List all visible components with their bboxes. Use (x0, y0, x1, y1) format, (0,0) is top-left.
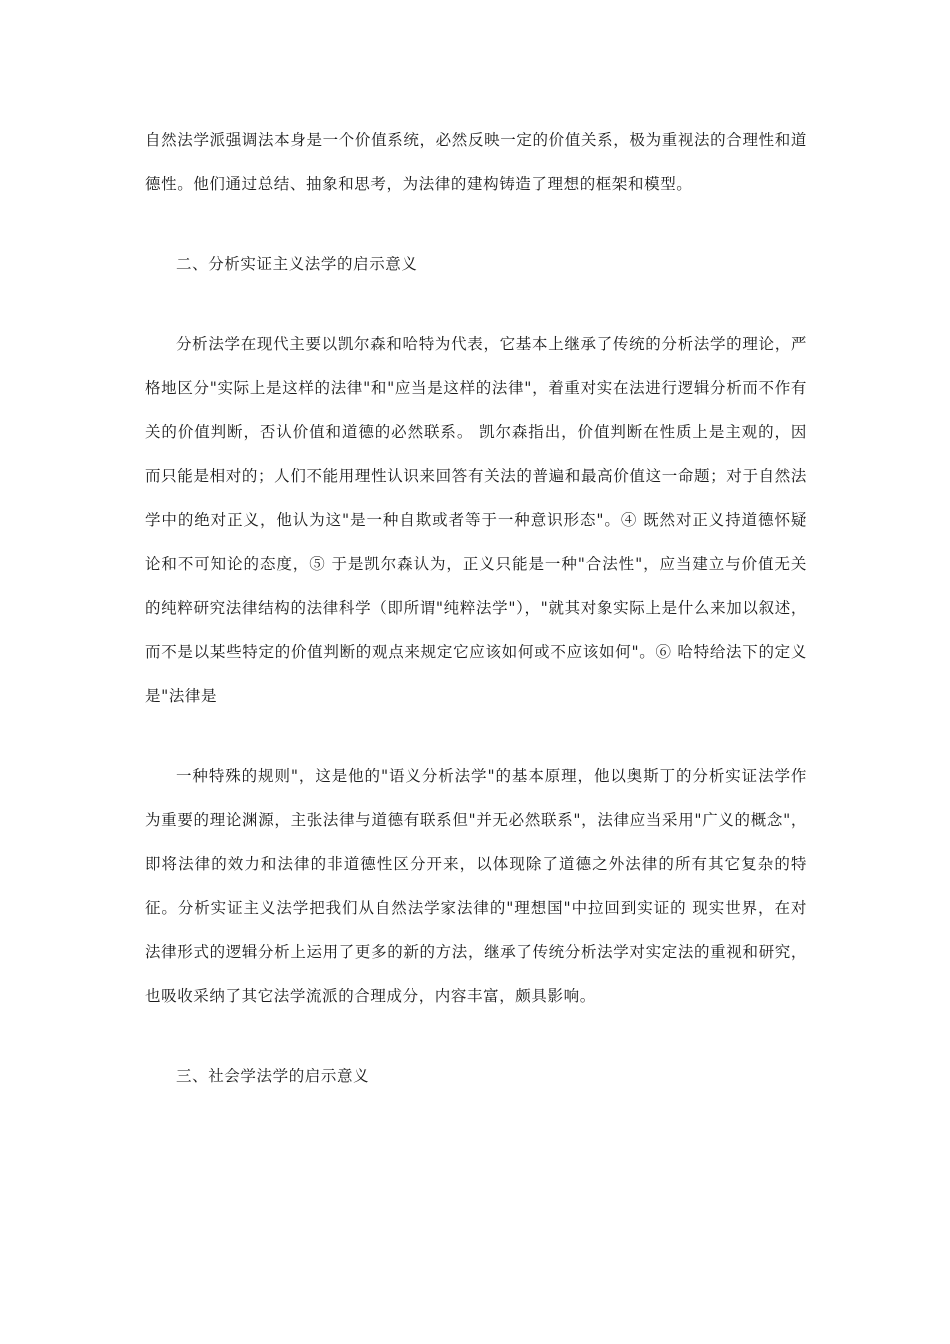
section-heading-sociological-jurisprudence: 三、社会学法学的启示意义 (176, 1067, 370, 1085)
paragraph-hart-rules: 一种特殊的规则"，这是他的"语义分析法学"的基本原理，他以奥斯丁的分析实证法学作为重要的理论渊源，主张法律与道德有联系但"并无必然联系"，法律应当采用"广义的概念"，即将法律的效力和法律的非道德性区分开来，以体现除了道德之外法律的所有其它复杂的特征。分析实证主义法学把我们从自然法学家法律的"理想国"中拉回到实证的 现实世界，在对法律形式的逻辑分析上运用了更多的新的方法，继承了传统分析法学对实定法的重视和研究，也吸收采纳了其它法学流派的合理成分，内容丰富，颇具影响。 (145, 767, 807, 1005)
document-page (145, 118, 807, 1098)
paragraph-analytical-jurisprudence: 分析法学在现代主要以凯尔森和哈特为代表，它基本上继承了传统的分析法学的理论，严格地区分"实际上是这样的法律"和"应当是这样的法律"，着重对实在法进行逻辑分析而不作有关的价值判断，否认价值和道德的必然联系。 凯尔森指出，价值判断在性质上是主观的，因而只能是相对的；人们不能用理性认识来回答有关法的普遍和最高价值这一命题；对于自然法学中的绝对正义，他认为这"是一种自欺或者等于一种意识形态"。④ 既然对正义持道德怀疑论和不可知论的态度，⑤ 于是凯尔森认为，正义只能是一种"合法性"，应当建立与价值无关的纯粹研究法律结构的法律科学（即所谓"纯粹法学"），"就其对象实际上是什么来加以叙述，而不是以某些特定的价值判断的观点来规定它应该如何或不应该如何"。⑥ 哈特给法下的定义是"法律是 (145, 335, 807, 705)
paragraph-natural-law: 自然法学派强调法本身是一个价值系统，必然反映一定的价值关系，极为重视法的合理性和道德性。他们通过总结、抽象和思考，为法律的建构铸造了理想的框架和模型。 (145, 131, 807, 193)
section-heading-analytical-positivism: 二、分析实证主义法学的启示意义 (176, 255, 418, 273)
